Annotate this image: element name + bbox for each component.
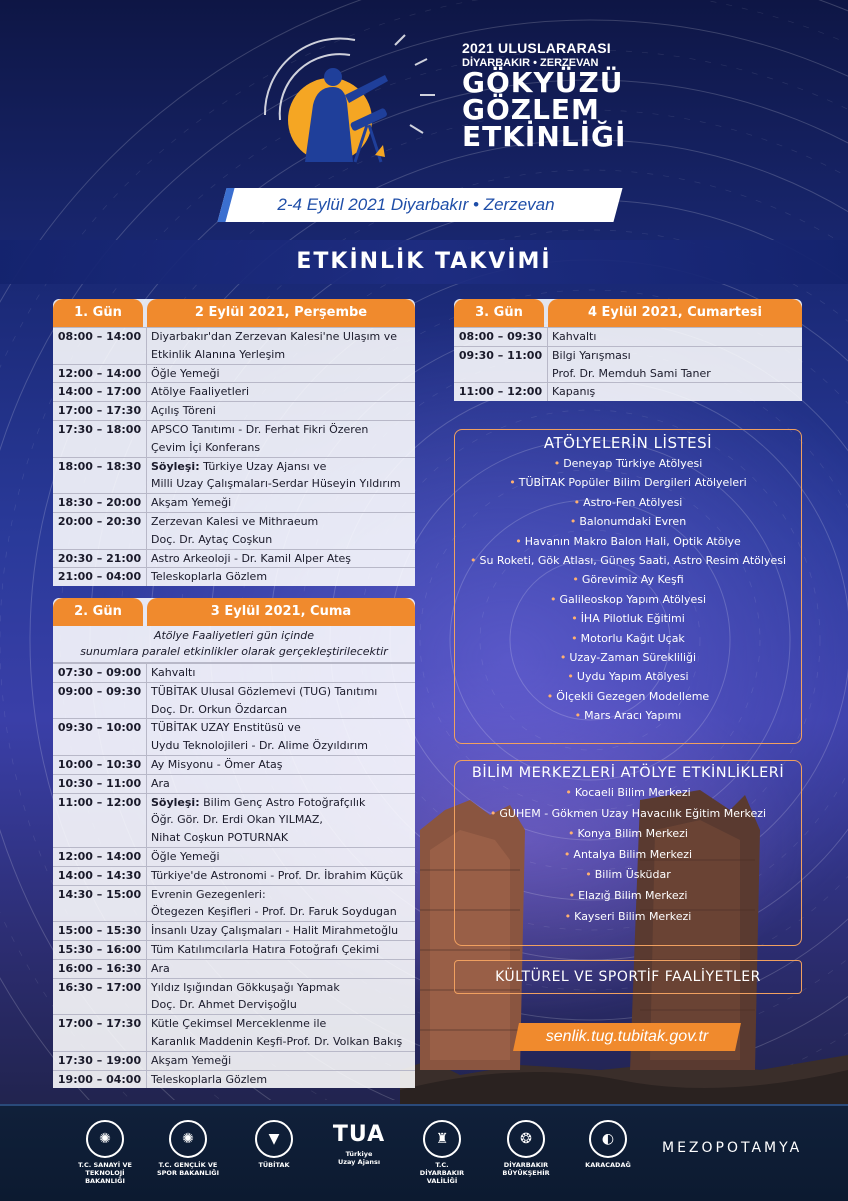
schedule-event xyxy=(147,457,416,475)
logo-karacadag: ◐ KARACADAĞ xyxy=(578,1120,638,1169)
bullet-icon: • xyxy=(569,515,577,529)
event-text: Türkiye Uzay Ajansı ve xyxy=(199,459,327,473)
list-item-label: Ölçekli Gezegen Modelleme xyxy=(556,689,710,703)
talk-prefix: Söyleşi: xyxy=(151,795,200,809)
schedule-row xyxy=(53,494,415,513)
schedule-time: 11:00 – 12:00 xyxy=(454,383,548,401)
tubitak-icon: ▼ xyxy=(255,1120,293,1158)
list-item xyxy=(455,886,801,907)
logo-municipality: ❂ DİYARBAKIR BÜYÜKŞEHİR xyxy=(490,1120,562,1177)
day1-date-label: 2 Eylül 2021, Perşembe xyxy=(147,299,415,327)
schedule-time xyxy=(53,996,147,1014)
schedule-event: Zerzevan Kalesi ve Mithraeum xyxy=(147,512,416,530)
list-item xyxy=(455,532,801,551)
list-item xyxy=(455,907,801,928)
schedule-event: Çevim İçi Konferans xyxy=(151,440,261,454)
schedule-time xyxy=(53,475,147,493)
schedule-time xyxy=(53,737,147,755)
list-item-label: Kayseri Bilim Merkezi xyxy=(574,909,692,923)
schedule-row xyxy=(53,811,415,829)
list-item xyxy=(455,473,801,492)
bullet-icon: • xyxy=(571,631,578,645)
day1-schedule xyxy=(53,327,415,586)
ministry-youth-icon: ✺ xyxy=(169,1120,207,1158)
schedule-event xyxy=(147,793,416,811)
schedule-event: Diyarbakır'dan Zerzevan Kalesi'ne Ulaşım ve xyxy=(147,328,416,346)
schedule-event: Uydu Teknolojileri - Dr. Alime Özyıldırım xyxy=(151,739,368,753)
bullet-icon: • xyxy=(549,592,557,606)
list-item-label: Uzay-Zaman Sürekliliği xyxy=(569,651,697,665)
title-line-2: DİYARBAKIR • ZERZEVAN xyxy=(462,57,599,69)
schedule-time: 08:00 – 14:00 xyxy=(53,328,147,346)
schedule-row xyxy=(53,682,415,700)
schedule-row xyxy=(53,512,415,530)
schedule-row xyxy=(53,475,415,493)
list-item-label: Uydu Yapım Atölyesi xyxy=(576,670,689,684)
ministry-industry-icon: ✺ xyxy=(86,1120,124,1158)
sponsor-footer xyxy=(0,1104,848,1201)
logo-governorship: ♜ T.C. DİYARBAKIR VALİLİĞİ xyxy=(410,1120,474,1185)
event-text: Bilim Genç Astro Fotoğrafçılık xyxy=(199,795,366,809)
schedule-row xyxy=(53,664,415,683)
list-item-label: Balonumdaki Evren xyxy=(579,515,687,529)
schedule-row xyxy=(53,402,415,421)
schedule-event: Türkiye'de Astronomi - Prof. Dr. İbrahim Küçük xyxy=(147,866,416,885)
bullet-icon: • xyxy=(563,847,571,861)
bullet-icon: • xyxy=(515,534,522,548)
title-big-3: ETKİNLİĞİ xyxy=(462,120,627,153)
list-item-label: Mars Aracı Yapımı xyxy=(584,709,682,723)
schedule-event: Akşam Yemeği xyxy=(147,494,416,513)
schedule-event: Etkinlik Alanına Yerleşim xyxy=(151,347,286,361)
schedule-time: 15:30 – 16:00 xyxy=(53,940,147,959)
schedule-time xyxy=(53,346,147,364)
bullet-icon: • xyxy=(568,827,575,841)
schedule-time: 09:30 – 11:00 xyxy=(454,346,548,364)
schedule-row xyxy=(53,793,415,811)
schedule-time xyxy=(454,365,548,383)
schedule-time xyxy=(53,531,147,549)
schedule-row xyxy=(53,847,415,866)
schedule-event: Doç. Dr. Aytaç Coşkun xyxy=(151,532,273,546)
schedule-time: 21:00 – 04:00 xyxy=(53,568,147,586)
schedule-event: Teleskoplarla Gözlem xyxy=(147,1070,416,1088)
schedule-time xyxy=(53,1033,147,1051)
schedule-event: Ara xyxy=(147,959,416,978)
schedule-row xyxy=(53,328,415,346)
workshops-box xyxy=(454,429,802,744)
schedule-event: Milli Uzay Çalışmaları-Serdar Hüseyin Yıldırım xyxy=(151,477,401,491)
schedule-event: Prof. Dr. Memduh Sami Taner xyxy=(552,366,711,380)
day2-card xyxy=(53,598,415,1088)
list-item xyxy=(455,590,801,609)
bullet-icon: • xyxy=(567,670,574,684)
schedule-event: Karanlık Maddenin Keşfi-Prof. Dr. Volkan Bakış xyxy=(151,1034,403,1048)
schedule-time: 14:00 – 17:00 xyxy=(53,383,147,402)
schedule-event: Kütle Çekimsel Merceklenme ile xyxy=(147,1015,416,1033)
bullet-icon: • xyxy=(574,709,582,723)
schedule-row xyxy=(53,420,415,438)
schedule-event: Tüm Katılımcılarla Hatıra Fotoğrafı Çekimi xyxy=(147,940,416,959)
bullet-icon: • xyxy=(571,612,578,626)
bullet-icon: • xyxy=(546,689,554,703)
date-location: 2-4 Eylül 2021 Diyarbakır • Zerzevan xyxy=(277,195,555,214)
bullet-icon: • xyxy=(565,786,572,799)
schedule-row xyxy=(53,1070,415,1088)
bullet-icon: • xyxy=(573,495,581,509)
bullet-icon: • xyxy=(572,573,579,587)
schedule-time: 09:30 – 10:00 xyxy=(53,719,147,737)
logo-mezopotamya xyxy=(662,1140,802,1156)
schedule-row xyxy=(53,737,415,755)
day3-date-label: 4 Eylül 2021, Cumartesi xyxy=(548,299,802,327)
list-item-label: GUHEM - Gökmen Uzay Havacılık Eğitim Merkezi xyxy=(499,806,767,820)
list-item xyxy=(455,512,801,531)
schedule-time: 16:00 – 16:30 xyxy=(53,959,147,978)
day2-day-label: 2. Gün xyxy=(53,598,143,626)
schedule-time: 10:30 – 11:00 xyxy=(53,774,147,793)
title-line-1: 2021 ULUSLARARASI xyxy=(462,40,611,56)
tua-icon: TUA xyxy=(332,1122,386,1147)
list-item xyxy=(455,609,801,628)
list-item-label: Galileoskop Yapım Atölyesi xyxy=(559,592,707,606)
schedule-event: Yıldız Işığından Gökkuşağı Yapmak xyxy=(147,978,416,996)
bullet-icon: • xyxy=(553,457,561,470)
list-item-label: Antalya Bilim Merkezi xyxy=(573,847,693,861)
schedule-event: Ara xyxy=(147,774,416,793)
schedule-row xyxy=(53,1033,415,1051)
schedule-event: Açılış Töreni xyxy=(147,402,416,421)
schedule-time xyxy=(53,903,147,921)
schedule-time: 20:00 – 20:30 xyxy=(53,512,147,530)
schedule-time: 14:00 – 14:30 xyxy=(53,866,147,885)
list-item xyxy=(455,845,801,866)
schedule-event: Kahvaltı xyxy=(548,328,803,347)
schedule-row xyxy=(53,364,415,383)
schedule-time xyxy=(53,439,147,457)
schedule-row xyxy=(53,774,415,793)
schedule-event: Nihat Coşkun POTURNAK xyxy=(151,831,289,845)
bullet-icon: • xyxy=(568,888,576,902)
bullet-icon: • xyxy=(489,806,497,820)
list-item-label: Havanın Makro Balon Hali, Optik Atölye xyxy=(524,534,741,548)
schedule-time: 08:00 – 09:30 xyxy=(454,328,548,347)
list-item xyxy=(455,865,801,886)
schedule-event: Astro Arkeoloji - Dr. Kamil Alper Ateş xyxy=(147,549,416,568)
day3-card xyxy=(454,299,802,401)
schedule-event: APSCO Tanıtımı - Dr. Ferhat Fikri Özeren xyxy=(147,420,416,438)
karacadag-icon: ◐ xyxy=(589,1120,627,1158)
list-item-label: Deneyap Türkiye Atölyesi xyxy=(563,457,703,470)
schedule-time: 16:30 – 17:00 xyxy=(53,978,147,996)
schedule-row xyxy=(53,549,415,568)
title-big-1: GÖKYÜZÜ xyxy=(462,66,624,99)
schedule-time: 07:30 – 09:00 xyxy=(53,664,147,683)
schedule-row xyxy=(53,719,415,737)
schedule-event: Kahvaltı xyxy=(147,664,416,683)
schedule-row xyxy=(53,922,415,941)
schedule-row xyxy=(53,885,415,903)
schedule-row xyxy=(454,365,802,383)
schedule-time: 12:00 – 14:00 xyxy=(53,847,147,866)
bullet-icon: • xyxy=(469,554,477,568)
day2-note-line2: sunumlara paralel etkinlikler olarak gerçekleştirilecektir xyxy=(80,645,388,658)
astronomer-logo-icon xyxy=(245,25,445,175)
title-big-2: GÖZLEM xyxy=(462,93,600,126)
list-item xyxy=(455,824,801,845)
schedule-row xyxy=(454,328,802,347)
day1-header xyxy=(53,299,415,327)
list-item xyxy=(455,570,801,589)
schedule-row xyxy=(53,866,415,885)
schedule-event: Kapanış xyxy=(548,383,803,401)
section-title: ETKİNLİK TAKVİMİ xyxy=(296,249,552,274)
schedule-time: 17:30 – 18:00 xyxy=(53,420,147,438)
list-item xyxy=(455,783,801,804)
schedule-time: 15:00 – 15:30 xyxy=(53,922,147,941)
schedule-row xyxy=(454,346,802,364)
schedule-event: Doç. Dr. Ahmet Dervişoğlu xyxy=(151,998,297,1012)
list-item-label: TÜBİTAK Popüler Bilim Dergileri Atölyeleri xyxy=(518,476,747,490)
list-item xyxy=(455,648,801,667)
cultural-activities-label: KÜLTÜREL VE SPORTİF FAALİYETLER xyxy=(454,960,802,994)
schedule-event: Öğle Yemeği xyxy=(147,364,416,383)
science-centers-title: BİLİM MERKEZLERİ ATÖLYE ETKİNLİKLERİ xyxy=(471,765,785,781)
schedule-event: Atölye Faaliyetleri xyxy=(147,383,416,402)
schedule-event: TÜBİTAK UZAY Enstitüsü ve xyxy=(147,719,416,737)
schedule-event: Ay Misyonu - Ömer Ataş xyxy=(147,755,416,774)
list-item-label: Motorlu Kağıt Uçak xyxy=(580,631,685,645)
day1-card xyxy=(53,299,415,586)
event-title-block xyxy=(462,40,632,153)
science-centers-box xyxy=(454,760,802,946)
schedule-time: 20:30 – 21:00 xyxy=(53,549,147,568)
day2-header xyxy=(53,598,415,626)
schedule-row xyxy=(53,701,415,719)
schedule-event: Öğr. Gör. Dr. Erdi Okan YILMAZ, xyxy=(151,813,323,827)
schedule-row xyxy=(53,755,415,774)
day3-header xyxy=(454,299,802,327)
day2-note xyxy=(53,626,415,663)
day3-day-label: 3. Gün xyxy=(454,299,544,327)
bullet-icon: • xyxy=(559,651,567,665)
schedule-time: 18:30 – 20:00 xyxy=(53,494,147,513)
schedule-row xyxy=(53,346,415,364)
schedule-time: 14:30 – 15:00 xyxy=(53,885,147,903)
schedule-row xyxy=(53,959,415,978)
logo-tua: TUA Türkiye Uzay Ajansı xyxy=(322,1120,396,1166)
schedule-time: 17:00 – 17:30 xyxy=(53,1015,147,1033)
schedule-row xyxy=(53,531,415,549)
list-item xyxy=(455,667,801,686)
schedule-row xyxy=(53,829,415,847)
workshops-list xyxy=(455,454,801,726)
website-link[interactable]: senlik.tug.tubitak.gov.tr xyxy=(545,1028,709,1045)
schedule-time xyxy=(53,701,147,719)
schedule-event: Bilgi Yarışması xyxy=(548,346,803,364)
list-item-label: Görevimiz Ay Keşfi xyxy=(581,573,684,587)
list-item xyxy=(455,687,801,706)
schedule-row xyxy=(53,978,415,996)
list-item-label: İHA Pilotluk Eğitimi xyxy=(580,612,685,626)
logo-ministry-industry: ✺ T.C. SANAYİ VE TEKNOLOJİ BAKANLIĞI xyxy=(70,1120,140,1185)
schedule-row xyxy=(53,439,415,457)
list-item-label: Bilim Üsküdar xyxy=(594,868,671,882)
schedule-row xyxy=(53,903,415,921)
list-item-label: Astro-Fen Atölyesi xyxy=(583,495,683,509)
schedule-event: Doç. Dr. Orkun Özdarcan xyxy=(151,702,288,716)
day1-day-label: 1. Gün xyxy=(53,299,143,327)
governorship-icon: ♜ xyxy=(423,1120,461,1158)
schedule-event: Akşam Yemeği xyxy=(147,1051,416,1070)
municipality-icon: ❂ xyxy=(507,1120,545,1158)
science-centers-list xyxy=(455,783,801,927)
list-item xyxy=(455,551,801,570)
logo-tubitak: ▼ TÜBİTAK xyxy=(246,1120,302,1169)
schedule-row xyxy=(454,383,802,401)
schedule-row xyxy=(53,940,415,959)
list-item xyxy=(455,493,801,512)
schedule-row xyxy=(53,1015,415,1033)
workshops-title: ATÖLYELERİN LİSTESİ xyxy=(543,434,713,452)
logo-ministry-youth: ✺ T.C. GENÇLİK VE SPOR BAKANLIĞI xyxy=(153,1120,223,1177)
schedule-time: 17:00 – 17:30 xyxy=(53,402,147,421)
schedule-time xyxy=(53,829,147,847)
schedule-event: Evrenin Gezegenleri: xyxy=(147,885,416,903)
schedule-event: Ötegezen Keşifleri - Prof. Dr. Faruk Soydugan xyxy=(151,905,397,919)
bullet-icon: • xyxy=(509,476,516,490)
schedule-row xyxy=(53,383,415,402)
schedule-time: 19:00 – 04:00 xyxy=(53,1070,147,1088)
schedule-time: 11:00 – 12:00 xyxy=(53,793,147,811)
schedule-event: TÜBİTAK Ulusal Gözlemevi (TUG) Tanıtımı xyxy=(147,682,416,700)
list-item xyxy=(455,804,801,825)
schedule-time: 12:00 – 14:00 xyxy=(53,364,147,383)
schedule-row xyxy=(53,568,415,586)
day2-note-line1: Atölye Faaliyetleri gün içinde xyxy=(153,629,315,642)
schedule-event: Öğle Yemeği xyxy=(147,847,416,866)
list-item xyxy=(455,706,801,725)
schedule-row xyxy=(53,1051,415,1070)
day3-schedule xyxy=(454,327,802,401)
schedule-time: 10:00 – 10:30 xyxy=(53,755,147,774)
list-item-label: Kocaeli Bilim Merkezi xyxy=(574,786,691,799)
schedule-time: 17:30 – 19:00 xyxy=(53,1051,147,1070)
list-item-label: Elazığ Bilim Merkezi xyxy=(578,888,688,902)
schedule-event: İnsanlı Uzay Çalışmaları - Halit Mirahmetoğlu xyxy=(147,922,416,941)
schedule-event: Teleskoplarla Gözlem xyxy=(147,568,416,586)
schedule-time xyxy=(53,811,147,829)
day2-date-label: 3 Eylül 2021, Cuma xyxy=(147,598,415,626)
bullet-icon: • xyxy=(585,868,592,882)
list-item-label: Konya Bilim Merkezi xyxy=(577,827,688,841)
list-item xyxy=(455,454,801,473)
list-item-label: Su Roketi, Gök Atlası, Güneş Saati, Astro Resim Atölyesi xyxy=(479,554,787,568)
schedule-time: 09:00 – 09:30 xyxy=(53,682,147,700)
schedule-row xyxy=(53,996,415,1014)
schedule-time: 18:00 – 18:30 xyxy=(53,457,147,475)
day2-schedule xyxy=(53,663,415,1088)
list-item xyxy=(455,629,801,648)
talk-prefix: Söyleşi: xyxy=(151,459,200,473)
mezopotamya-icon: MEZOPOTAMYA xyxy=(662,1140,803,1156)
bullet-icon: • xyxy=(564,909,572,923)
schedule-row xyxy=(53,457,415,475)
